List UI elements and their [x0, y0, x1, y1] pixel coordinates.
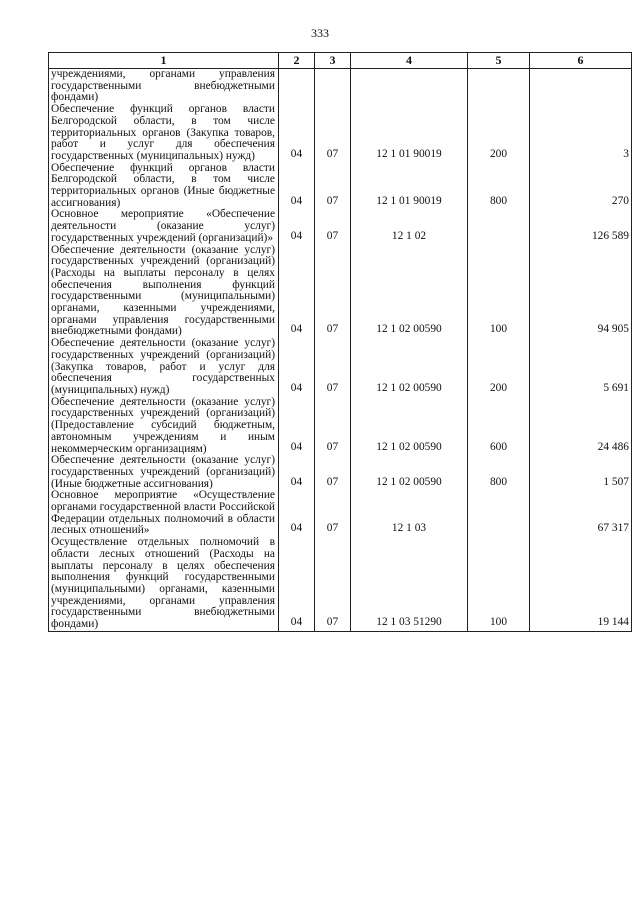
- row-expense-type: [468, 490, 530, 537]
- row-description: Обеспечение деятельности (оказание услуг) государственных учреждений (организаций) (Предоставление субсидий бюджетным, автономным учреждениям и иным некоммерческим организациям): [49, 397, 279, 456]
- row-section: 04: [279, 163, 315, 210]
- row-target-code: 12 1 02 00590: [351, 338, 468, 397]
- table-row: [49, 338, 632, 397]
- row-section: 04: [279, 537, 315, 631]
- row-section: [279, 69, 315, 105]
- row-section: 04: [279, 490, 315, 537]
- table-row: [49, 455, 632, 490]
- budget-table: [48, 52, 632, 632]
- row-expense-type: 600: [468, 397, 530, 456]
- page-number: 333: [311, 26, 329, 40]
- row-subsection: [315, 69, 351, 105]
- row-description: Обеспечение деятельности (оказание услуг) государственных учреждений (организаций) (Закупка товаров, работ и услуг для обеспечения государственных (муниципальных) нужд): [49, 338, 279, 397]
- row-description: Обеспечение деятельности (оказание услуг) государственных учреждений (организаций) (Иные бюджетные ассигнования): [49, 455, 279, 490]
- table-row: [49, 104, 632, 163]
- table-row: [49, 69, 632, 105]
- row-expense-type: 800: [468, 163, 530, 210]
- row-target-code: 12 1 02: [351, 209, 468, 244]
- row-target-code: [351, 69, 468, 105]
- row-section: 04: [279, 209, 315, 244]
- row-amount: 19 144: [530, 537, 632, 631]
- row-subsection: 07: [315, 455, 351, 490]
- row-target-code: 12 1 02 00590: [351, 397, 468, 456]
- row-amount: 1 507: [530, 455, 632, 490]
- row-subsection: 07: [315, 537, 351, 631]
- row-subsection: 07: [315, 397, 351, 456]
- row-amount: 126 589: [530, 209, 632, 244]
- row-amount: 270: [530, 163, 632, 210]
- row-section: 04: [279, 245, 315, 339]
- row-description: Осуществление отдельных полномочий в области лесных отношений (Расходы на выплаты персоналу в целях обеспечения выполнения функций государственными (муниципальными) органами, казенными учреждениями, органами управления государственными внебюджетными фондами): [49, 537, 279, 631]
- row-subsection: 07: [315, 490, 351, 537]
- row-expense-type: 100: [468, 537, 530, 631]
- table-row: [49, 245, 632, 339]
- row-description: Обеспечение функций органов власти Белгородской области, в том числе территориальных органов (Закупка товаров, работ и услуг для обеспечения государственных (муниципальных) нужд): [49, 104, 279, 163]
- row-target-code: 12 1 01 90019: [351, 104, 468, 163]
- row-description: Основное мероприятие «Осуществление органами государственной власти Российской Федерации отдельных полномочий в области лесных отношений»: [49, 490, 279, 537]
- table-row: [49, 163, 632, 210]
- header-col-3: 3: [315, 53, 351, 69]
- row-amount: 94 905: [530, 245, 632, 339]
- row-target-code: 12 1 03 51290: [351, 537, 468, 631]
- row-description: учреждениями, органами управления государственными внебюджетными фондами): [49, 69, 279, 105]
- row-expense-type: 200: [468, 338, 530, 397]
- row-target-code: 12 1 01 90019: [351, 163, 468, 210]
- table-row: [49, 490, 632, 537]
- row-subsection: 07: [315, 338, 351, 397]
- row-section: 04: [279, 397, 315, 456]
- table-header-row: [49, 53, 632, 69]
- header-col-6: 6: [530, 53, 632, 69]
- row-target-code: 12 1 03: [351, 490, 468, 537]
- row-description: Основное мероприятие «Обеспечение деятельности (оказание услуг) государственных учреждений (организаций)»: [49, 209, 279, 244]
- header-col-2: 2: [279, 53, 315, 69]
- row-section: 04: [279, 104, 315, 163]
- row-section: 04: [279, 338, 315, 397]
- row-section: 04: [279, 455, 315, 490]
- row-target-code: 12 1 02 00590: [351, 455, 468, 490]
- row-subsection: 07: [315, 209, 351, 244]
- table-row: [49, 209, 632, 244]
- row-amount: 24 486: [530, 397, 632, 456]
- row-expense-type: [468, 69, 530, 105]
- row-subsection: 07: [315, 245, 351, 339]
- row-target-code: 12 1 02 00590: [351, 245, 468, 339]
- row-expense-type: [468, 209, 530, 244]
- header-col-5: 5: [468, 53, 530, 69]
- table-row: [49, 397, 632, 456]
- row-description: Обеспечение функций органов власти Белгородской области, в том числе территориальных органов (Иные бюджетные ассигнования): [49, 163, 279, 210]
- row-description: Обеспечение деятельности (оказание услуг) государственных учреждений (организаций) (Расходы на выплаты персоналу в целях обеспечения выполнения функций государственными (муниципальными) органами, казенными учреждениями, органами управления государственными внебюджетными фондами): [49, 245, 279, 339]
- row-amount: 5 691: [530, 338, 632, 397]
- table-row: [49, 537, 632, 631]
- row-subsection: 07: [315, 104, 351, 163]
- header-col-1: 1: [49, 53, 279, 69]
- row-subsection: 07: [315, 163, 351, 210]
- row-expense-type: 800: [468, 455, 530, 490]
- row-amount: 67 317: [530, 490, 632, 537]
- row-amount: 3: [530, 104, 632, 163]
- row-amount: [530, 69, 632, 105]
- row-expense-type: 200: [468, 104, 530, 163]
- header-col-4: 4: [351, 53, 468, 69]
- row-expense-type: 100: [468, 245, 530, 339]
